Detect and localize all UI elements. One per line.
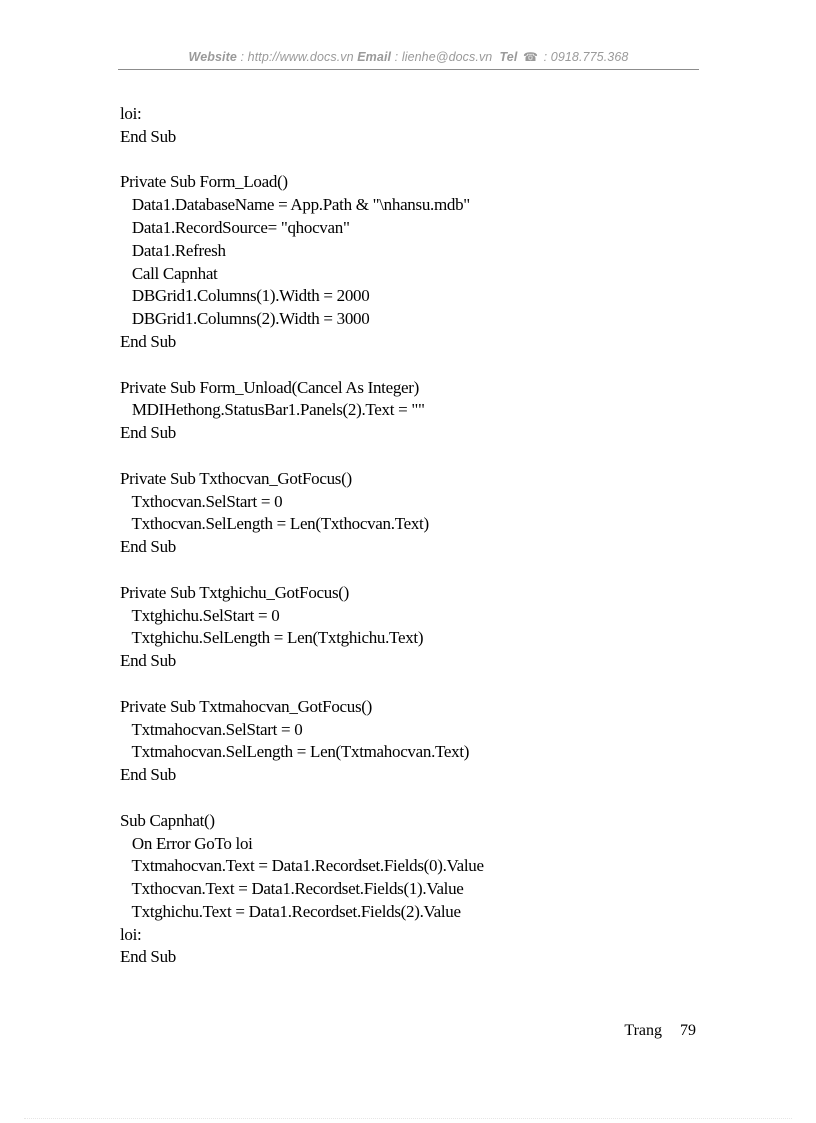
code-line: End Sub [120,126,176,146]
code-line: MDIHethong.StatusBar1.Panels(2).Text = "" [120,400,425,420]
code-line: Txtghichu.SelLength = Len(Txtghichu.Text) [120,628,424,648]
code-line: Private Sub Txtghichu_GotFocus() [120,582,350,602]
tel-number: 0918.775.368 [550,50,629,64]
code-line: Txtghichu.Text = Data1.Recordset.Fields(2).Value [120,901,461,921]
website-url: http://www.docs.vn [247,50,354,64]
code-line [120,149,720,172]
page-label: Trang [624,1022,662,1039]
code-line: Private Sub Form_Load() [120,172,288,192]
code-line: Txthocvan.Text = Data1.Recordset.Fields(1).Value [120,879,464,899]
code-line [120,445,720,468]
code-line: loi: [120,924,142,944]
code-line: Data1.Refresh [120,240,226,260]
code-line: loi: [120,104,142,123]
code-line: Private Sub Txtmahocvan_GotFocus() [120,696,373,716]
website-separator: : [236,50,248,64]
code-line: Txthocvan.SelLength = Len(Txthocvan.Text) [120,514,429,534]
phone-icon: ☎ [523,50,539,64]
website-label: Website [188,50,237,64]
code-line: Data1.DatabaseName = App.Path & "\nhansu.mdb" [120,195,470,215]
code-line: Data1.RecordSource= "qhocvan" [120,217,350,237]
code-line: Txtmahocvan.SelLength = Len(Txtmahocvan.Text) [120,742,470,762]
code-line [120,559,720,582]
email-label: Email [357,50,392,64]
header-divider [118,69,699,70]
page-header [118,50,699,64]
tel-label: Tel [499,50,518,64]
code-line: Call Capnhat [120,263,218,283]
code-line: Txtmahocvan.Text = Data1.Recordset.Fields(0).Value [120,856,484,876]
code-line [120,787,720,810]
code-line [120,673,720,696]
code-line: End Sub [120,537,176,557]
code-line: Sub Capnhat() [120,810,215,830]
code-line: End Sub [120,765,176,785]
page-number: 79 [680,1022,696,1039]
email-address: lienhe@docs.vn [401,50,493,64]
code-line: Private Sub Form_Unload(Cancel As Integer) [120,377,420,397]
code-line: DBGrid1.Columns(2).Width = 3000 [120,309,370,329]
code-line: End Sub [120,947,176,967]
code-line: Txthocvan.SelStart = 0 [120,491,283,511]
bottom-divider [24,1118,792,1119]
code-listing [120,103,720,969]
code-line: End Sub [120,331,176,351]
page-footer [624,1022,696,1040]
code-line: End Sub [120,423,176,443]
email-separator: : [391,50,402,64]
code-line: DBGrid1.Columns(1).Width = 2000 [120,286,370,306]
code-line: Private Sub Txthocvan_GotFocus() [120,468,352,488]
code-line: Txtghichu.SelStart = 0 [120,605,280,625]
tel-separator: : [540,50,551,64]
code-line: Txtmahocvan.SelStart = 0 [120,719,303,739]
code-line [120,354,720,377]
code-line: On Error GoTo loi [120,833,253,853]
code-line: End Sub [120,651,176,671]
